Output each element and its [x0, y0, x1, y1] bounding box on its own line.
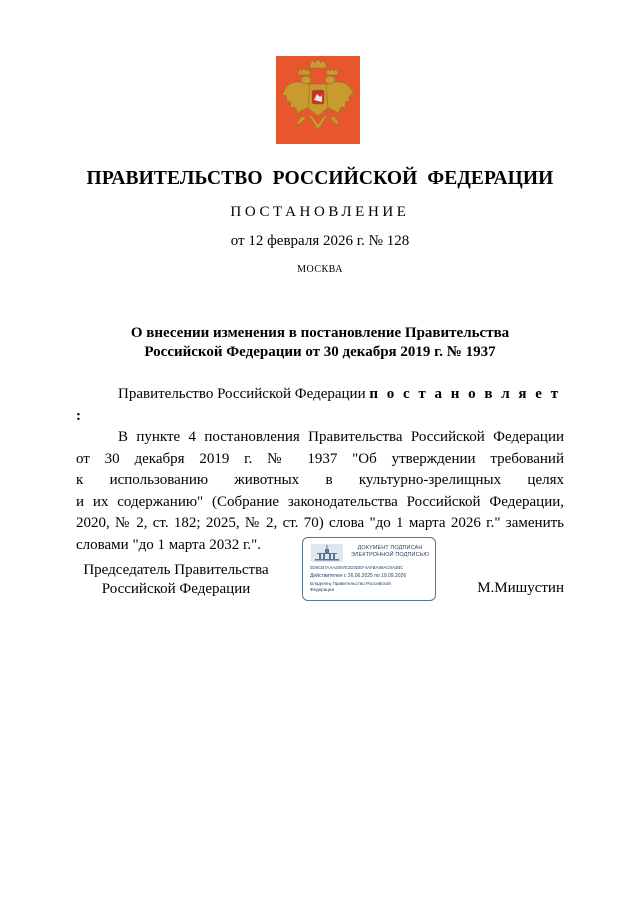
resolution-intro-prefix: Правительство Российской Федерации [118, 386, 366, 402]
signer-title [76, 561, 276, 599]
government-building-icon [311, 544, 343, 562]
stamp-owner-line-2: Федерации [310, 587, 335, 592]
signer-title-line-1: Председатель Правительства [83, 562, 269, 578]
resolution-rest: и их содержанию" (Собрание законодательства Российской Федерации, 2020, № 2, ст. 182; 2025, № 2, ст. 70) слова "до 1 марта 2026 г." заменить словами "до 1 марта 2032 г.". [76, 493, 564, 553]
subject-line-2: Российской Федерации от 30 декабря 2019 г. № 1937 [144, 344, 496, 360]
resolution-verb: п о с т а н о в л я е т : [76, 386, 561, 424]
government-title: ПРАВИТЕЛЬСТВО РОССИЙСКОЙ ФЕДЕРАЦИИ [86, 168, 554, 189]
resolution-intro [76, 384, 564, 427]
resolution-line-3: к использованию животных в культурно-зрелищных целях [76, 472, 564, 488]
document-type: ПОСТАНОВЛЕНИЕ [230, 204, 410, 220]
signer-title-line-2: Российской Федерации [101, 581, 251, 597]
signer-name: М.Мишустин [477, 580, 564, 596]
stamp-owner-line-1: Владелец Правительство Российской [310, 581, 391, 586]
resolution-line-1: В пункте 4 постановления Правительства Российской Федерации [118, 429, 564, 445]
city-name: МОСКВА [297, 264, 343, 275]
stamp-certificate-serial: 0D6CB7AAA2097E2D3DEF4AFBA69AC8A3BC [310, 565, 404, 570]
subject-line-1: О внесении изменения в постановление Правительства [130, 325, 510, 341]
electronic-signature-stamp [302, 537, 436, 601]
stamp-header-line-2: ЭЛЕКТРОННОЙ ПОДПИСЬЮ [350, 552, 430, 558]
stamp-validity: Действителен с 26.06.2025 по 19.09.2026 [310, 573, 407, 579]
document-date-number: от 12 февраля 2026 г. № 128 [230, 233, 410, 249]
stamp-header-line-1: ДОКУМЕНТ ПОДПИСАН [357, 545, 423, 551]
stamp-owner [310, 581, 428, 593]
stamp-header [347, 545, 433, 559]
document-subject [0, 324, 640, 362]
document-body [76, 384, 564, 556]
resolution-line-2: от 30 декабря 2019 г. № 1937 "Об утверждении требований [76, 450, 564, 467]
coat-of-arms-emblem [276, 56, 360, 144]
